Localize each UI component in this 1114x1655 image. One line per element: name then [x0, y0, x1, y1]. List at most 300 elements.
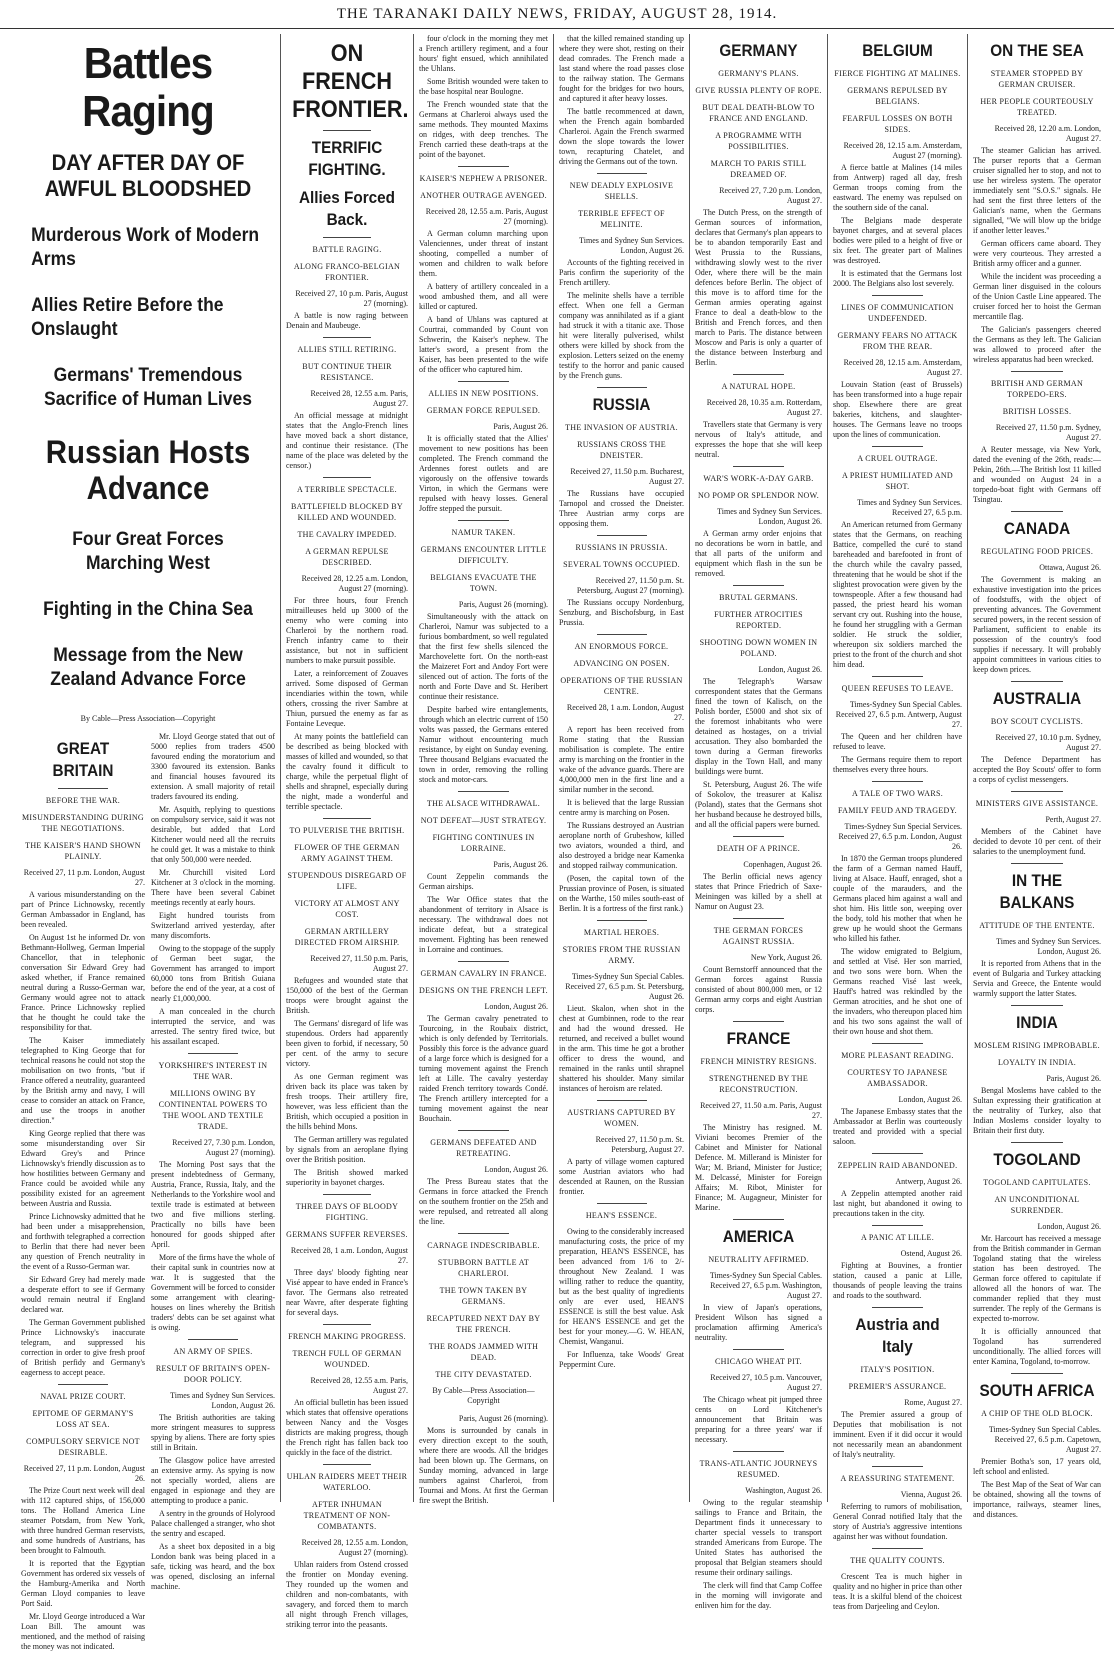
rule [1011, 681, 1062, 682]
article-paragraph: Despite barbed wire entanglements, through which an electric current of 150 volts was passed, the Germans entered Namur without encountering much resistance, by eight on Sunday evening. Three thousand Belgians evacuated the town in order, removing the rolling stock and motor-cars. [419, 705, 548, 784]
dateline: Ostend, August 26. [900, 1249, 962, 1258]
subhead: PREMIER'S ASSURANCE. [848, 1382, 947, 1391]
subhead: A TERRIBLE SPECTACLE. [297, 485, 397, 494]
article-paragraph: Fighting at Bouvines, a frontier station, caused a panic at Lille, thousands of people leaving the trains and roads to the southward. [833, 1261, 962, 1300]
dateline: Received 27, 11.50 p.m. Paris, August 27. [310, 954, 408, 973]
column-3 [414, 34, 554, 1505]
subhead: COMPULSORY SERVICE NOT DESIRABLE. [26, 1437, 140, 1457]
dateline: Received 27, 10 p.m. Paris, August 27 (morning). [295, 289, 408, 308]
subhead: NAMUR TAKEN. [451, 528, 516, 537]
section-balkans: IN THE BALKANS [999, 871, 1075, 912]
subhead: FRENCH MINISTRY RESIGNS. [700, 1057, 817, 1066]
subhead: THE CITY DEVASTATED. [435, 1370, 532, 1379]
section-belgium: BELGIUM [862, 41, 933, 60]
article-paragraph: Some British wounded were taken to the base hospital near Boulogne. [419, 77, 548, 96]
subhead: A GERMAN REPULSE DESCRIBED. [305, 547, 389, 567]
subhead: BOY SCOUT CYCLISTS. [990, 717, 1084, 726]
article-paragraph: A report has been received from Rome stating that the Russian mobilisation is complete. The entire army is marching on the frontier in the wake of the advance guards. There are 4,000,000 men in the first line and a similar number in the second. [559, 725, 684, 794]
rule [323, 130, 372, 131]
subhead: FIERCE FIGHTING AT MALINES. [834, 69, 961, 78]
section-australia: AUSTRALIA [992, 689, 1082, 708]
article-paragraph: A battery of artillery concealed in a wood ambushed them, and all were killed or captured. [419, 282, 548, 311]
subhead: THREE DAYS OF BLOODY FIGHTING. [295, 1202, 399, 1222]
rule [323, 1324, 372, 1325]
article-paragraph: The Press Bureau states that the Germans in force attacked the French on the southern frontier on the 25th and were repulsed, and retreated all along the line. [419, 1177, 548, 1226]
subhead: ZEPPELIN RAID ABANDONED. [837, 1161, 958, 1170]
article-paragraph: The Russians destroyed an Austrian aeroplane north of Grubeshow, killed two aviators, wounded a third, and also destroyed a bridge near Kamenka and stopped railway communication. [559, 821, 684, 870]
section-south-africa: SOUTH AFRICA [979, 1381, 1095, 1400]
article-paragraph: Refugees and wounded state that 150,000 of the best of the German troops were brought against the British. [286, 976, 408, 1015]
subhead: A TALE OF TWO WARS. [851, 789, 944, 798]
rule [323, 237, 372, 238]
article-paragraph: The Kaiser immediately telegraphed to King George that for technical reasons he could not stop the mobilisation on two fronts, "but if France offered a neutrality, guaranteed by the British army and navy, I will cease to consider an attack on France, and use the troops in another direction." [21, 1036, 145, 1125]
rule [872, 1225, 924, 1226]
subhead: BELGIANS EVACUATE THE TOWN. [430, 573, 537, 593]
article-paragraph: Count Zeppelin commands the German airships. [419, 872, 548, 891]
article-paragraph: It is reported from Athens that in the event of Bulgaria and Turkey attacking Servia and Greece, the Entente would warmly support the latter States. [973, 959, 1101, 998]
article-paragraph: Premier Botha's son, 17 years old, left school and enlisted. [973, 1457, 1101, 1476]
dateline: Times and Sydney Sun Services. London, August 26. [717, 507, 822, 526]
subhead: FIGHTING CONTINUES IN LORRAINE. [432, 833, 535, 853]
rule [733, 1021, 784, 1022]
subhead: THE KAISER'S HAND SHOWN PLAINLY. [25, 841, 141, 861]
section-togoland: TOGOLAND [993, 1150, 1081, 1169]
subhead: SEVERAL TOWNS OCCUPIED. [563, 560, 680, 569]
article-paragraph: A Reuter message, via New York, dated the evening of the 26th, reads:—Pekin, 26th.—The British lost 11 killed and wounded on August 24 in a torpedo-boat fight with Germans off Tsingtau. [973, 445, 1101, 504]
subhead: CHICAGO WHEAT PIT. [715, 1357, 802, 1366]
advert-heading: HEAN'S ESSENCE. [585, 1211, 658, 1220]
subhead: FURTHER ATROCITIES REPORTED. [714, 610, 803, 630]
dateline: Times-Sydney Sun Special Cables. Received 27, 6.5 p.m. Washington, August 27. [709, 1271, 822, 1300]
article-paragraph: Bengal Moslems have cabled to the Sultan expressing their gratification at the neutrality of Turkey, also that Indian Moslems consider loyalty to Britain their first duty. [973, 1086, 1101, 1135]
dateline: Received 28, 12.20 a.m. London, August 27. [994, 124, 1101, 143]
rule [597, 535, 647, 536]
rule [872, 295, 924, 296]
col1-right [151, 732, 275, 1655]
rule [597, 1100, 647, 1101]
byline: By Cable—Press Association—Copyright [80, 714, 216, 723]
rule [733, 466, 784, 467]
article-paragraph: It is officially announced that Togoland has surrendered unconditionally. The allied forces will enter Kamina, Togoland, to-morrow. [973, 1327, 1101, 1366]
subhead: DESIGNS ON THE FRENCH LEFT. [419, 986, 548, 995]
byline: By Cable—Press Association—Copyright [432, 1386, 535, 1405]
article-paragraph: Mons is surrounded by canals in every direction except to the south, where there are woods. All the bridges had been blown up. The Germans, on Sunday morning, advanced in large numbers against Charleroi, from Tournai and Mons. At first the German fire swept the British. [419, 1426, 548, 1505]
subhead: AUSTRIANS CAPTURED BY WOMEN. [567, 1108, 676, 1128]
article-paragraph: In 1870 the German troops plundered the farm of a German named Hauff, living at Alsace. Hauff, enraged, shot a couple of the marauders, and the Germans placed him against a wall and shot him. His little son, weeping over the body, told his mother that when he grew up he would shoot the Germans who killed his father. [833, 854, 962, 943]
subhead: GERMAN CAVALRY IN FRANCE. [420, 969, 547, 978]
rule [872, 1043, 924, 1044]
article-paragraph: More of the firms have the whole of their capital sunk in countries now at war. It is suggested that the Government will be forced to consider some arrangement with clearing-houses on lines whereby the British traders' debts can be set against what is owing. [151, 1253, 275, 1332]
deck-nz-message: Message from the New Zealand Advance Force [50, 645, 246, 690]
article-paragraph: An official message at midnight states that the Anglo-French lines have moved back a short distance, and continue their resistance. (The name of the place was deleted by the censor.) [286, 411, 408, 470]
section-india: INDIA [1016, 1013, 1058, 1032]
subhead: TOGOLAND CAPITULATES. [983, 1178, 1091, 1187]
dateline: Received 28, 12.55 a.m. Paris, August 27. [310, 1376, 408, 1395]
rule [58, 1384, 108, 1385]
rule [733, 1219, 784, 1220]
rule [872, 781, 924, 782]
subhead: MISUNDERSTANDING DURING THE NEGOTIATIONS. [21, 813, 145, 833]
rule [872, 1466, 924, 1467]
dateline: Received 28, 12.15 a.m. Amsterdam, August 27 (morning). [843, 141, 962, 160]
subhead: YORKSHIRE'S INTEREST IN THE WAR. [158, 1061, 268, 1081]
subhead: THE QUALITY COUNTS. [850, 1556, 945, 1565]
subhead: BUT CONTINUE THEIR RESISTANCE. [302, 362, 392, 382]
article-paragraph: Uhlan raiders from Ostend crossed the frontier on Monday evening. They rounded up the women and children and non-combatants, with savagery, and forced them to march all night through French villages, striking terror into the peasants. [286, 1560, 408, 1629]
footer-advert: For Influenza, take Woods' Great Peppermint Cure. [559, 1350, 684, 1369]
section-russia: RUSSIA [592, 395, 651, 414]
article-paragraph: It is estimated that the Germans lost 2000. The Belgians also lost severely. [833, 269, 962, 288]
subhead: THE CAVALRY IMPEDED. [297, 530, 397, 539]
rule [458, 961, 510, 962]
rule [872, 446, 924, 447]
rule [872, 1307, 924, 1308]
rule [733, 585, 784, 586]
dateline: Received 28, 12.55 a.m. Paris, August 27. [310, 389, 408, 408]
dateline: Received 28, 1 a.m. London, August 27. [566, 703, 684, 722]
subhead: ITALY'S POSITION. [860, 1365, 935, 1374]
subhead: STRENGTHENED BY THE RECONSTRUCTION. [708, 1074, 809, 1094]
article-paragraph: A Zeppelin attempted another raid last night, but abandoned it owing to precautions taken in the city. [833, 1189, 962, 1218]
subhead: MOSLEM RISING IMPROBABLE. [974, 1041, 1100, 1050]
rule [733, 918, 784, 919]
article-paragraph: Later, a reinforcement of Zouaves arrived. Some disposed of German incendiaries within the town, while others, crossing the river Sambre at Thiun, pursued the enemy as far as Fontaine Leveque. [286, 669, 408, 728]
article-paragraph: While the incident was proceeding a German liner disguised in the colours of the Union Castle Line appeared. The cruiser forced her to hoist the German mercantile flag. [973, 272, 1101, 321]
rule [733, 1451, 784, 1452]
dateline: Paris, August 26. [493, 860, 548, 869]
rule [597, 173, 647, 174]
article-paragraph: Crescent Tea is much higher in quality and no higher in price than other teas. It is a skilful blend of the choicest teas from Darjeeling and Ceylon. [833, 1572, 962, 1611]
subhead: STUPENDOUS DISREGARD OF LIFE. [287, 871, 407, 891]
article-paragraph: Sir Edward Grey had merely made a desperate effort to see if Germany would remain neutral if England declared war. [21, 1275, 145, 1314]
subhead: MINISTERS GIVE ASSISTANCE. [975, 799, 1099, 808]
dateline: Received 28, 10.35 a.m. Rotterdam, August 27. [706, 398, 822, 417]
article-paragraph: The Germans' disregard of life was stupendous. Orders had apparently been given to forbid, if necessary, 50 per cent. of the army to secure victory. [286, 1019, 408, 1068]
subhead: TRANS-ATLANTIC JOURNEYS RESUMED. [699, 1459, 818, 1479]
rule [1011, 863, 1062, 864]
subhead: FEARFUL LOSSES ON BOTH SIDES. [842, 114, 953, 134]
article-paragraph: The British authorities are taking more stringent measures to suppress spying by aliens. There are forty spies still in Britain. [151, 1413, 275, 1452]
rule [597, 920, 647, 921]
rule [872, 676, 924, 677]
article-paragraph: As a sheet box deposited in a big London bank was being placed in a safe, ticking was heard, and the box was opened, disclosing an infernal machine. [151, 1542, 275, 1591]
subhead: STUBBORN BATTLE AT CHARLEROI. [437, 1258, 530, 1278]
rule [458, 166, 510, 167]
section-austria-italy: Austria and Italy [855, 1315, 940, 1356]
article-paragraph: On August 1st he informed Dr. von Bethmann-Hollweg, German Imperial Chancellor, that in telephonic conversation Sir Edward Grey had asked whether, if France remained neutral during a Russo-German war, Germany would agree not to attack France. Prince Lichnowsky replied that he thought he could take the responsibility for that. [21, 933, 145, 1032]
col1-left [21, 732, 145, 1655]
subhead: A PRIEST HUMILIATED AND SHOT. [842, 471, 953, 491]
article-paragraph: At many points the battlefield can be described as being blocked with masses of killed and wounded, so that the cavalry found it difficult to charge, while the perpetual flight of shells and shrapnel, especially during the night, made a wonderful and terrible spectacle. [286, 732, 408, 811]
article-paragraph: For three hours, four French mitrailleuses held up 3000 of the enemy who were coming into Charleroi by the northern road. French infantry came to their assistance, but not in sufficient numbers to make pursuit possible. [286, 596, 408, 665]
section-france: FRANCE [726, 1029, 791, 1048]
rule [597, 1203, 647, 1204]
dateline: Perth, August 27. [1045, 815, 1101, 824]
subhead: HER PEOPLE COURTEOUSLY TREATED. [980, 97, 1094, 117]
subhead: NO POMP OR SPLENDOR NOW. [697, 491, 820, 500]
rule [323, 1464, 372, 1465]
subhead: UHLAN RAIDERS MEET THEIR WATERLOO. [286, 1472, 408, 1492]
dateline: Received 27, 11 p.m. London, August 27. [23, 868, 145, 887]
article-paragraph: The German artillery was regulated by signals from an aeroplane flying over the British position. [286, 1135, 408, 1164]
dateline: London, August 26. [484, 1165, 548, 1174]
subhead: GERMANY FEARS NO ATTACK FROM THE REAR. [837, 331, 958, 351]
dateline: Received 27, 11.50 a.m. Paris, August 27. [700, 1101, 822, 1120]
subhead: THE TOWN TAKEN BY GERMANS. [439, 1286, 528, 1306]
article-paragraph: The Government is making an exhaustive investigation into the prices of foodstuffs, with the object of preventing advances. The Government secured powers, in the recent session of Parliament, sufficient to enable its possession of the country's food supplies if necessary. It will probably appoint committees in various cities to keep down prices. [973, 575, 1101, 674]
deck-terrific-fighting: TERRIFIC FIGHTING. [308, 138, 386, 179]
article-paragraph: As one German regiment was driven back its place was taken by fresh troops. Their artillery fire, however, was less efficient than the British, which occupied a position in the hills behind Mons. [286, 1072, 408, 1131]
article-paragraph: Louvain Station (east of Brussels) has been transformed into a huge repair shop. Elsewhere there are great bakeries, kitchens, and slaughter-houses. The Germans leave no troops upon the lines of communication. [833, 380, 962, 439]
article-paragraph: The Chicago wheat pit jumped three cents on Lord Kitchener's announcement that Britain was preparing for a three years' war if necessary. [695, 1395, 822, 1444]
article-paragraph: Mr. Lloyd George introduced a War Loan Bill. The amount was mentioned, and the method of raising the money was not indicated. [21, 1612, 145, 1651]
article-paragraph: Eight hundred tourists from Switzerland arrived yesterday, after many discomforts. [151, 911, 275, 940]
article-paragraph: It is reported that the Egyptian Government has ordered six vessels of the Hamburg-Amerika and North German Lloyd companies to leave Port Said. [21, 1559, 145, 1608]
subhead: BUT DEAL DEATH-BLOW TO FRANCE AND ENGLAND. [702, 103, 815, 123]
column-6 [828, 34, 968, 1611]
dateline: Times and Sydney Sun Services. London, August 26. [170, 1391, 275, 1410]
article-paragraph: An official bulletin has been issued which states that offensive operations between Nancy and the Vosges districts are making progress, though the French right has fallen back too quickly in the face of the district. [286, 1398, 408, 1457]
article-paragraph: The Dutch Press, on the strength of German sources of information, declares that Germany's plan appears to be to abandon temporarily East and West Prussia to the Russians, withdrawing slowly west to the river Oder, where there will be the main defences before Berlin. The object of this move is to afford time for the German armies operating against France to deal a death-blow to the British and French forces, and then march to Paris. The distance between Moscow and Paris is only a quarter of the distance between Insterburg and Berlin. [695, 208, 822, 367]
section-great-britain: GREAT BRITAIN [52, 739, 114, 780]
subhead: A REASSURING STATEMENT. [840, 1474, 955, 1483]
rule [597, 387, 647, 388]
deck-allies-forced-back: Allies Forced Back. [298, 188, 396, 229]
dateline: Rome, August 27. [904, 1398, 962, 1407]
rule [58, 788, 108, 789]
subhead: MORE PLEASANT READING. [841, 1051, 954, 1060]
rule [597, 634, 647, 635]
headline-french-frontier: ON FRENCH FRONTIER. [292, 40, 409, 123]
dateline: Received 27, 11.50 p.m. St. Petersburg, August 27 (morning). [576, 576, 684, 595]
dateline: Times and Sydney Sun Services. London, August 26. [579, 236, 684, 255]
rule [733, 836, 784, 837]
subhead: AN ENORMOUS FORCE. [574, 642, 669, 651]
rule [323, 477, 372, 478]
rule [323, 818, 372, 819]
article-paragraph: The Queen and her children have refused to leave. [833, 732, 962, 751]
column-5 [690, 34, 828, 1610]
article-paragraph: Three days' bloody fighting near Visé appear to have ended in France's favor. The Germans also retreated near Wavre, after desperate fighting for several days. [286, 1268, 408, 1317]
dateline: London, August 26. [484, 1002, 548, 1011]
dateline: London, August 26. [758, 665, 822, 674]
subhead: NEW DEADLY EXPLOSIVE SHELLS. [569, 181, 674, 201]
article-paragraph: King George replied that there was some misunderstanding over Sir Edward Grey's and Prince Lichnowsky's friendly discussion as to how hostilities between Germany and France could be avoided while any possibility existed for an agreement between Austria and Russia. [21, 1129, 145, 1208]
dateline: Received 27, 10.10 p.m. Sydney, August 27. [995, 733, 1101, 752]
article-paragraph: Travellers state that Germany is very nervous of Italy's attitude, and expresses the hope that she will keep neutral. [695, 420, 822, 459]
deck-modern-arms: Murderous Work of Modern Arms [31, 225, 260, 270]
article-paragraph: Mr. Churchill visited Lord Kitchener at 3 o'clock in the morning. There have been several Cabinet meetings recently at early hours. [151, 868, 275, 907]
article-paragraph: four o'clock in the morning they met a French artillery regiment, and a four hours' fight ensued, which annihilated the Uhlans. [419, 34, 548, 73]
article-paragraph: The German cavalry penetrated to Tourcoing, in the Roubaix district, which is only defended by Territorials. Possibly this force is the advance guard of a large force which is designed for a turning movement against the French left at Lille. The cavalry yesterday raided French territory towards Condé. The French artillery intercepted for a turning movement against the near Bouchain. [419, 1014, 548, 1123]
column-1 [16, 34, 281, 1651]
deck-bloodshed: DAY AFTER DAY OF AWFUL BLOODSHED [44, 150, 252, 201]
rule [733, 1349, 784, 1350]
subhead: A PROGRAMME WITH POSSIBILITIES. [715, 131, 802, 151]
subhead: A PANIC AT LILLE. [860, 1233, 935, 1242]
page-columns [16, 34, 1106, 1651]
footer-advert: The Best Map of the Seat of War can be obtained, showing all the towns of importance, railways, steamer lines, and distances. [973, 1480, 1101, 1519]
rule [1011, 1142, 1062, 1143]
subhead: VICTORY AT ALMOST ANY COST. [294, 899, 400, 919]
subhead: GERMANS DEFEATED AND RETREATING. [430, 1138, 537, 1158]
subhead: COURTESY TO JAPANESE AMBASSADOR. [847, 1068, 948, 1088]
rule [872, 1153, 924, 1154]
dateline: Received 27, 7.20 p.m. London, August 27. [719, 186, 822, 205]
subhead: AN ARMY OF SPIES. [173, 1347, 253, 1356]
subhead: REGULATING FOOD PRICES. [980, 547, 1094, 556]
article-paragraph: A various misunderstanding on the part of Prince Lichnowsky, recently German Ambassador in England, has been revealed. [21, 890, 145, 929]
subhead: MARCH TO PARIS STILL DREAMED OF. [710, 159, 807, 179]
article-paragraph: The Galician's passengers cheered the Germans as they left. The Galician was allowed to proceed after the wireless apparatus had been wrecked. [973, 325, 1101, 364]
dateline: Received 27, 11.50 p.m. St. Petersburg, August 27. [595, 1135, 684, 1154]
rule [1011, 371, 1062, 372]
article-paragraph: The Germans require them to report themselves every three hours. [833, 755, 962, 774]
dateline: Received 28, 12.55 a.m. London, August 27 (morning). [301, 1538, 408, 1557]
article-paragraph: Mr. Asquith, replying to questions on compulsory service, said it was not desirable, but added that Lord Kitchener would need all the recruits he could get. It was a mistake to think that only 500,000 were needed. [151, 805, 275, 864]
subhead: GERMANS SUFFER REVERSES. [286, 1230, 408, 1239]
subhead: NOT DEFEAT—JUST STRATEGY. [420, 816, 547, 825]
article-paragraph: The Morning Post says that the present indebtedness of Germany, Austria, France, Russia, Italy, and the Netherlands to the Yorkshire wool and textile trade is estimated at between two and five millions sterling. Practically no bills have been honoured for goods shipped after April. [151, 1160, 275, 1249]
subhead: OPERATIONS OF THE RUSSIAN CENTRE. [560, 676, 683, 696]
article-paragraph: It is officially stated that the Allies' movement to new positions has been completed. The French command the Ardennes forest outlets and are vigorously on the offensive towards Virton, in which the Germans were repulsed with heavy losses. General Joffre stepped the pursuit. [419, 434, 548, 513]
subhead: THE INVASION OF AUSTRIA. [565, 423, 678, 432]
article-paragraph: A party of village women captured some Austrian aviators who had descended at Raunen, on the Russian frontier. [559, 1157, 684, 1196]
subhead: GERMANS REPULSED BY BELGIANS. [847, 86, 948, 106]
dateline: New York, August 26. [750, 953, 822, 962]
article-paragraph: It is believed that the large Russian centre army is marching on Posen. [559, 798, 684, 817]
subhead: RUSSIANS IN PRUSSIA. [575, 543, 668, 552]
article-paragraph: Owing to the stoppage of the supply of German beet sugar, the Government has arranged to import 60,000 tons from British Guiana before the end of the year, at a cost of nearly £1,000,000. [151, 944, 275, 1003]
subhead: STEAMER STOPPED BY GERMAN CRUISER. [990, 69, 1084, 89]
dateline: Received 27, 11.50 p.m. Bucharest, August 27. [570, 467, 684, 486]
dateline: Received 27, 11.50 p.m. Sydney, August 27. [995, 423, 1101, 442]
article-paragraph: The Defence Department has accepted the Boy Scouts' offer to form a corps of cyclist messengers. [973, 755, 1101, 784]
subhead: LINES OF COMMUNICATION UNDEFENDED. [841, 303, 954, 323]
section-on-the-sea: ON THE SEA [990, 41, 1084, 60]
column-4 [554, 34, 690, 1502]
subhead: GERMANY'S PLANS. [718, 69, 799, 78]
dateline: Times-Sydney Sun Special Cables. Received 27, 6.5 p.m. Antwerp, August 27. [835, 700, 962, 729]
rule [458, 520, 510, 521]
dateline: Received 28, 12.15 a.m. Amsterdam, August 27. [843, 358, 962, 377]
subhead: THE ALSACE WITHDRAWAL. [426, 799, 541, 808]
subhead: WAR'S WORK-A-DAY GARB. [703, 474, 814, 483]
dateline: Received 28, 1 a.m. London, August 27. [290, 1246, 408, 1265]
article-paragraph: Simultaneously with the attack on Charleroi, Namur was subjected to a furious bombardment, so well regulated that the first few shells silenced the Marchovelette fort. On the north-east the Maizeret Fort and Andoy Fort were silenced out of action. The forts of the north and Forte Dave and St. Heribert continue their resistance. [419, 612, 548, 701]
subhead: KAISER'S NEPHEW A PRISONER. [419, 174, 548, 183]
article-paragraph: (Posen, the capital town of the Prussian province of Posen, is situated on the Warthe, 150 miles south-east of Berlin. It is a fortress of the first rank.) [559, 874, 684, 913]
deck-russian-hosts: Russian Hosts Advance [45, 434, 251, 506]
article-paragraph: The Belgians made desperate bayonet charges, and at several places bodies were piled to a height of five or six feet. The greater part of Malines was destroyed. [833, 216, 962, 265]
article-paragraph: Lieut. Skalon, when shot in the chest at Gumbinnen, rode to the rear and had the wound dressed. He returned, and received a bullet wound in the arm. This time he got a brother officer to dress the wound, and remained in the ranks until shrapnel shattered his shoulder. Many similar instances of heroism are related. [559, 1004, 684, 1093]
col1-split [21, 732, 275, 1655]
article-paragraph: The French wounded state that the Germans at Charleroi always used the same methods. They mounted Maxims on ridges, with deep trenches. The French carried these death-traps at the point of the bayonet. [419, 100, 548, 159]
rule [733, 374, 784, 375]
article-paragraph: The steamer Galician has arrived. The purser reports that a German cruiser signalled her to stop, and not to use her wireless system. The operator immediately sent "S.O.S." signals. He had sent the first three letters of the Galician's name, when the Germans signalled, "We will blow up the bridge if another letter leaves." [973, 146, 1101, 235]
subhead: FAMILY FEUD AND TRAGEDY. [837, 806, 957, 815]
dateline: Ottawa, August 26. [1039, 563, 1101, 572]
article-paragraph: Owing to the regular steamship sailings to France and Britain, the Department finds it unnecessary to charter special vessels to transport stranded Americans from Europe. The United States has authorised the proposal that Belgian steamers should resume their ordinary sailings. [695, 1498, 822, 1577]
subhead: GERMANS ENCOUNTER LITTLE DIFFICULTY. [420, 545, 547, 565]
subhead: BATTLEFIELD BLOCKED BY KILLED AND WOUNDED. [291, 502, 403, 522]
subhead: AN UNCONDITIONAL SURRENDER. [994, 1195, 1080, 1215]
rule [188, 1339, 238, 1340]
subhead: ADVANCING ON POSEN. [573, 659, 670, 668]
dateline: Paris, August 26. [1046, 1074, 1101, 1083]
subhead: LOYALTY IN INDIA. [997, 1058, 1077, 1067]
dateline: Paris, August 26. [493, 422, 548, 431]
article-paragraph: A sentry in the grounds of Holyrood Palace challenged a stranger, who shot the sentry and escaped. [151, 1509, 275, 1538]
rule [458, 791, 510, 792]
article-paragraph: The German Government published Prince Lichnowsky's inaccurate telegram, and suppressed his correction in order to give fresh proof of British perfidy and Germany's eagerness to accept peace. [21, 1318, 145, 1377]
rule [1011, 791, 1062, 792]
article-paragraph: A band of Uhlans was captured at Courtrai, commanded by Count von Schwerin, the Kaiser's nephew. The latter's sword, a present from the Kaiser, has been presented to the wife of the officer who captured him. [419, 315, 548, 374]
article-paragraph: The Russians have occupied Tarnopol and crossed the Dneister. Three Austrian army corps are opposing them. [559, 489, 684, 528]
dateline: Received 27, 7.30 p.m. London, August 27 (morning). [172, 1138, 275, 1157]
article-paragraph: Accounts of the fighting received in Paris confirm the superiority of the French artillery. [559, 258, 684, 287]
dateline: Paris, August 26 (morning). [458, 1414, 548, 1423]
dateline: Paris, August 26 (morning). [458, 600, 548, 609]
article-paragraph: that the killed remained standing up where they were shot, resting on their dead comrades. The French made a last stand where the road passes close to the railway station. The Germans fought for the bridges for two hours, and captured it after heavy losses. [559, 34, 684, 103]
dateline: Received 27, 10.5 p.m. Vancouver, August 27. [710, 1373, 822, 1392]
article-paragraph: Mr. Harcourt has received a message from the British commander in German Togoland stating that the wireless station has been destroyed. The German force offered to capitulate if allowed all the honors of war. The commander replied that they must surrender. The reply of the Germans is expected to-morrow. [973, 1234, 1101, 1323]
subhead: THE ROADS JAMMED WITH DEAD. [428, 1342, 539, 1362]
subhead: TERRIBLE EFFECT OF MELINITE. [578, 209, 665, 229]
article-paragraph: The Berlin official news agency states that Prince Friedrich of Saxe-Meiningen was killed by a shell at Namur on August 23. [695, 872, 822, 911]
rule [1011, 511, 1062, 512]
subhead: A CHIP OF THE OLD BLOCK. [981, 1409, 1093, 1418]
dateline: Times-Sydney Sun Special Services. Received 27, 6.5 p.m. London, August 26. [838, 822, 962, 851]
section-america: AMERICA [722, 1227, 795, 1246]
subhead: THE GERMAN FORCES AGAINST RUSSIA. [713, 926, 804, 946]
subhead: BRITISH LOSSES. [1002, 407, 1072, 416]
subhead: RECAPTURED NEXT DAY BY THE FRENCH. [426, 1314, 541, 1334]
article-paragraph: Referring to rumors of mobilisation, General Conrad notified Italy that the story of Austria's aggressive intentions against her was without foundation. [833, 1502, 962, 1541]
article-paragraph: St. Petersburg, August 26. The wife of Sokolov, the treasurer at Kalisz (Poland), states that the Germans shot her husband because he destroyed bills, and all the official papers were burned. [695, 780, 822, 829]
subhead: ATTITUDE OF THE ENTENTE. [979, 921, 1095, 930]
dateline: Times and Sydney Sun Services. Received 27, 6.5 p.m. [857, 498, 962, 517]
rule [458, 381, 510, 382]
article-paragraph: The Glasgow police have arrested an extensive army. As spying is now not specially worded, aliens are engaged in espionage and they are attempting to produce a panic. [151, 1456, 275, 1505]
article-paragraph: Prince Lichnowsky admitted that he had been under a misapprehension, and forthwith telegraphed a correction to Berlin that there had never been any question of French neutrality in the event of a Russo-German war. [21, 1212, 145, 1271]
article-paragraph: The Ministry has resigned. M. Viviani becomes Premier of the Cabinet and Minister for National Defence. M. Millerand is Minister for War; M. Briand, Minister for Justice; M. Delcassé, Minister for Foreign Affairs; M. Ribot, Minister for Finance; M. Augagneur, Minister for Marine. [695, 1123, 822, 1212]
subhead: GERMAN FORCE REPULSED. [426, 406, 541, 415]
headline-battles-raging: Battles Raging [82, 39, 214, 136]
rule [1011, 1373, 1062, 1374]
dateline: Received 28, 12.55 a.m. Paris, August 27 (morning). [425, 207, 548, 226]
dateline: Times-Sydney Sun Special Cables. Received 27, 6.5 p.m. Capetown, August 27. [988, 1425, 1101, 1454]
article-paragraph: Count Bernstorff announced that the German forces against Russia consisted of about 800,000 men, or 12 German army corps and eight Austrian corps. [695, 965, 822, 1014]
article-paragraph: Members of the Cabinet have decided to devote 10 per cent. of their salaries to the unemployment fund. [973, 827, 1101, 856]
rule [323, 1194, 372, 1195]
column-2 [281, 34, 414, 1629]
deck-china-sea: Fighting in the China Sea [43, 599, 253, 620]
dateline: London, August 26. [1037, 1222, 1101, 1231]
subhead: BEFORE THE WAR. [45, 796, 121, 805]
dateline: Times and Sydney Sun Services. London, August 26. [996, 937, 1101, 956]
subhead: ALLIES IN NEW POSITIONS. [428, 389, 539, 398]
article-paragraph: Mr. Lloyd George stated that out of 5000 replies from traders 4500 favoured ending the moratorium and 3300 favoured its extension. Banks and financial houses favoured its extension. A small majority of retail traders favoured its ending. [151, 732, 275, 801]
dateline: Copenhagen, August 26. [743, 860, 822, 869]
subhead: BRITISH AND GERMAN TORPEDO-ERS. [990, 379, 1084, 399]
subhead: EPITOME OF GERMANY'S LOSS AT SEA. [32, 1409, 134, 1429]
rule [323, 337, 372, 338]
article-paragraph: An American returned from Germany states that the Germans, on reaching Battice, compelled the curé to stand bareheaded and barefooted in front of the church while the cavalry passed, threatening that he would be shot if the slightest provocation were given by the townspeople. After a few thousand had passed, the priest heard his woman servant cry out. Rushing into the house, he found her struggling with a German soldier. He struck the soldier, whereupon six soldiers marched the priest to the front of the church and shot him dead. [833, 520, 962, 669]
rule [872, 1548, 924, 1549]
article-paragraph: The widow emigrated to Belgium, and settled at Visé. Her son married, and two sons were born. When the Germans reached Visé last week, Hauff's hatred was rekindled by the German atrocities, and he shot one of the invaders, who thereupon placed him and his two sons against the wall of their own house and shot them. [833, 947, 962, 1036]
dateline: Times-Sydney Sun Special Cables. Received 27, 6.5 p.m. St. Petersburg, August 26. [565, 972, 684, 1001]
